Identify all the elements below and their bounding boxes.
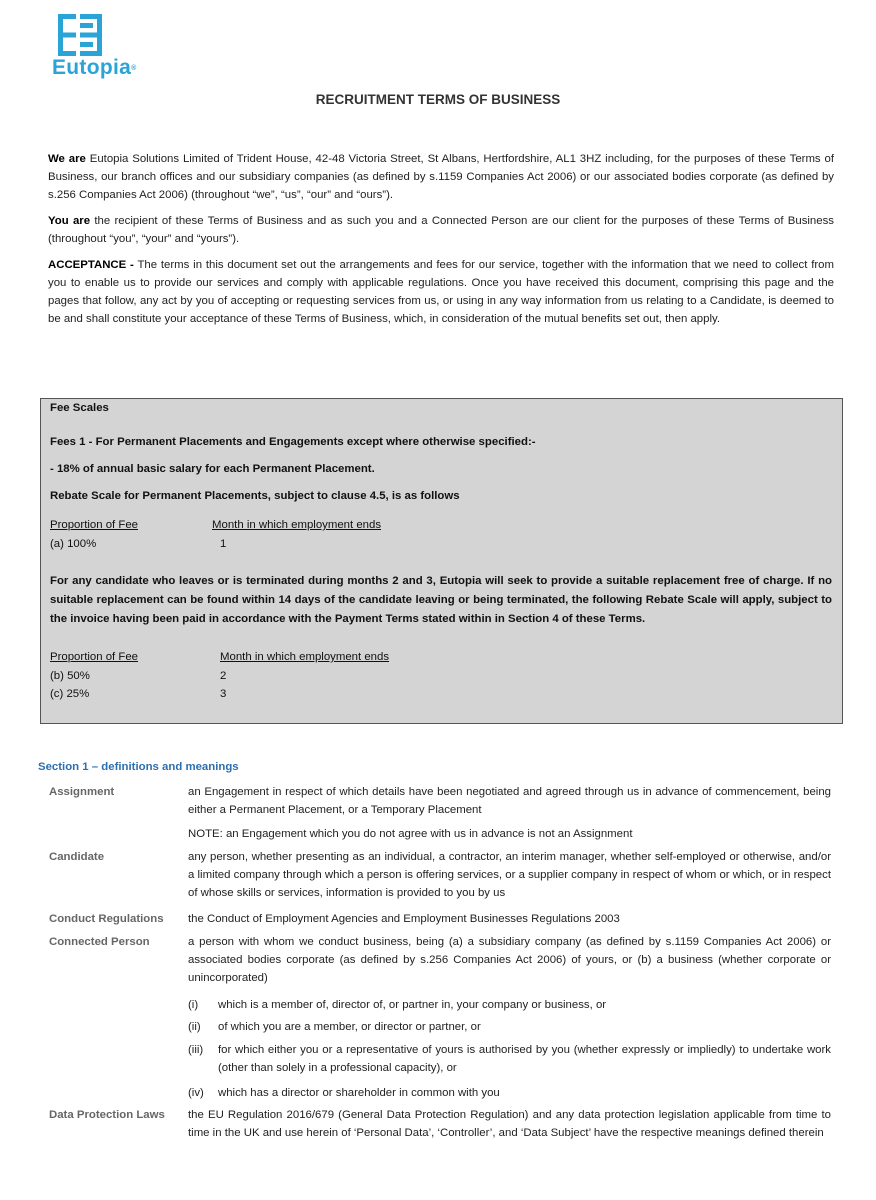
section1-title: Section 1 – definitions and meanings (38, 761, 239, 773)
connected-person-item: (iv) which has a director or shareholder in common with you (188, 1087, 500, 1099)
def-assignment-note: NOTE: an Engagement which you do not agree with us in advance is not an Assignment (188, 828, 633, 840)
term-candidate: Candidate (49, 851, 105, 863)
acceptance-paragraph: ACCEPTANCE - The terms in this document set out the arrangements and fees for our service, together with the information that we need to collect from you to enable us to provide our services and comply with applicable regulations. Once you have received this document, comprising this page and the pages that follow, any act by you of accepting or requesting services from us, or using in any way information from us relating to a Candidate, is deemed to be and shall constitute your acceptance of these Terms of Business, which, in consideration of the mutual benefits set out, then apply. (48, 259, 834, 325)
connected-person-item: (ii) of which you are a member, or director or partner, or (188, 1021, 481, 1033)
logo-wordmark: Eutopia® (52, 56, 137, 79)
eutopia-logo-icon (58, 14, 102, 56)
term-data-protection-laws: Data Protection Laws (49, 1109, 165, 1121)
fees1-heading: Fees 1 - For Permanent Placements and Engagements except where otherwise specified:- (50, 436, 536, 448)
term-conduct-regulations: Conduct Regulations (49, 913, 164, 925)
rebate-table-1 (50, 519, 832, 531)
fee-scales-box (40, 398, 843, 724)
term-assignment: Assignment (49, 786, 115, 798)
def-data-protection-laws: the EU Regulation 2016/679 (General Data Protection Regulation) and any data protection legislation applicable from time to time in the UK and use herein of ‘Personal Data’, ‘Controller’, and ‘Data Subject’ have the respective meanings defined therein (188, 1109, 831, 1139)
def-candidate: any person, whether presenting as an individual, a contractor, an interim manager, whether self-employed or otherwise, and/or a limited company through which a person is offering services, or a supplier company in respect of whom or which, or in respect of whose skills or services, information is provided to you by us (188, 851, 831, 899)
term-connected-person: Connected Person (49, 936, 150, 948)
table2-row: (c) 25% 3 (50, 688, 227, 700)
document-title: RECRUITMENT TERMS OF BUSINESS (315, 92, 561, 107)
table1-col1-header: Proportion of Fee (50, 519, 139, 531)
table2-col2-header: Month in which employment ends (220, 651, 390, 663)
we-are-paragraph: We are Eutopia Solutions Limited of Trident House, 42-48 Victoria Street, St Albans, Hertfordshire, AL1 3HZ including, for the purposes of these Terms of Business, our branch offices and our subsidiary companies (as defined by s.1159 Companies Act 2006) or our associated bodies corporate (as defined by s.256 Companies Act 2006) (throughout “we”, “us”, “our” and “ours”). (48, 153, 834, 201)
rebate-heading: Rebate Scale for Permanent Placements, subject to clause 4.5, is as follows (50, 490, 460, 502)
table2-col1-header: Proportion of Fee (50, 651, 139, 663)
def-assignment: an Engagement in respect of which details have been negotiated and agreed through us in advance of commencement, being either a Permanent Placement, or a Temporary Placement (188, 786, 831, 816)
connected-person-item: (i) which is a member of, director of, or partner in, your company or business, or (188, 999, 607, 1011)
fee-scales-heading: Fee Scales (50, 402, 109, 414)
you-are-paragraph: You are the recipient of these Terms of Business and as such you and a Connected Person are our client for the purposes of these Terms of Business (throughout “you”, “your” and “yours”). (48, 215, 834, 245)
table1-row: (a) 100% 1 (50, 538, 227, 550)
fee-rate: - 18% of annual basic salary for each Permanent Placement. (50, 463, 375, 475)
intro-section (48, 150, 834, 336)
replacement-note: For any candidate who leaves or is terminated during months 2 and 3, Eutopia will seek to provide a suitable replacement free of charge. If no suitable replacement can be found within 14 days of the candidate leaving or being terminated, the following Rebate Scale will apply, subject to the invoice having been paid in accordance with the Payment Terms stated within in Section 4 of these Terms. (50, 575, 832, 625)
def-conduct-regulations: the Conduct of Employment Agencies and Employment Businesses Regulations 2003 (188, 913, 620, 925)
table1-col2-header: Month in which employment ends (212, 519, 382, 531)
table2-row: (b) 50% 2 (50, 670, 227, 682)
company-logo (52, 14, 172, 79)
rebate-table-2 (50, 651, 832, 663)
def-connected-person: a person with whom we conduct business, being (a) a subsidiary company (as defined by s.1159 Companies Act 2006) or associated bodies corporate (as defined by s.256 Companies Act 2006) of yours, or (b) a business (whether corporate or unincorporated) (188, 936, 831, 984)
connected-person-item: (iii) for which either you or a representative of yours is authorised by you (whether expressly or impliedly) to undertake work (other than solely in a professional capacity), or (188, 1044, 831, 1074)
